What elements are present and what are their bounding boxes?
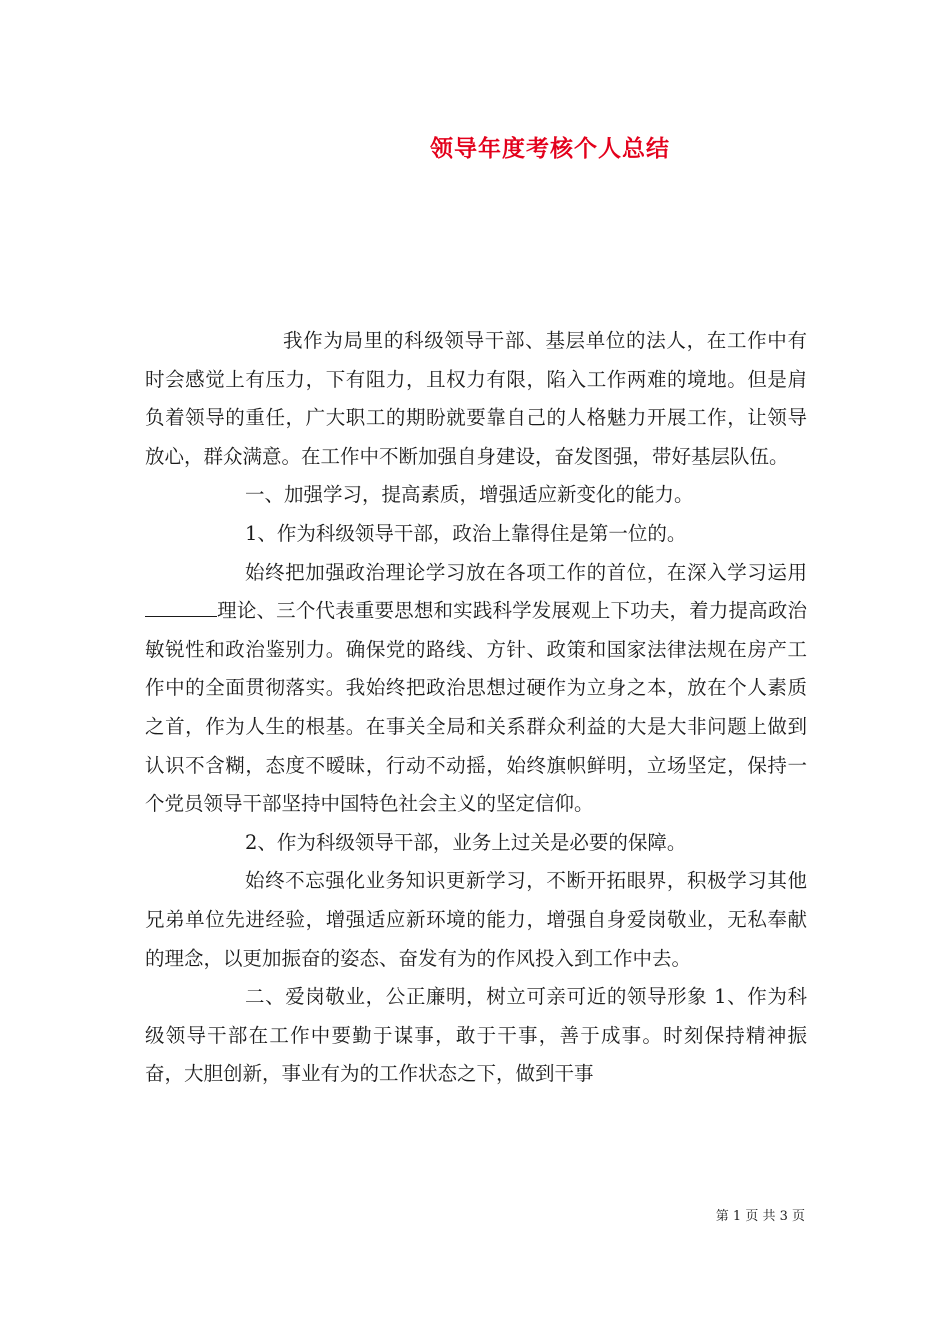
- paragraph-intro: 我作为局里的科级领导干部、基层单位的法人，在工作中有时会感觉上有压力，下有阻力，且权力有限，陷入工作两难的境地。但是肩负着领导的重任，广大职工的期盼就要靠自己的人格魅力开展工作，让领导放心，群众满意。在工作中不断加强自身建设，奋发图强，带好基层队伍。: [145, 329, 807, 468]
- paragraph-point-2: 始终不忘强化业务知识更新学习，不断开拓眼界，积极学习其他兄弟单位先进经验，增强适应新环境的能力，增强自身爱岗敬业，无私奉献的理念，以更加振奋的姿态、奋发有为的作风投入到工作中去。: [145, 869, 807, 970]
- point-1-text-start: 始终把加强政治理论学习放在各项工作的首位，在深入学习运用: [245, 560, 807, 584]
- point-heading-2: 2、作为科级领导干部，业务上过关是必要的保障。: [245, 830, 687, 854]
- fill-in-blank: [145, 598, 217, 617]
- point-heading-1: 1、作为科级领导干部，政治上靠得住是第一位的。: [245, 521, 687, 545]
- section-heading-1: 一、加强学习，提高素质，增强适应新变化的能力。: [245, 483, 694, 507]
- document-body: [145, 322, 807, 1094]
- page-number: 第 1 页 共 3 页: [715, 1209, 805, 1224]
- paragraph-point-1: [145, 554, 807, 824]
- section-heading-2: 二、爱岗敬业，公正廉明，树立可亲可近的领导形象 1、作为科级领导干部在工作中要勤于谋事，敢于干事，善于成事。时刻保持精神振奋，大胆创新，事业有为的工作状态之下，做到干事: [145, 985, 807, 1086]
- document-title: 领导年度考核个人总结: [430, 135, 670, 162]
- point-1-text-end: 理论、三个代表重要思想和实践科学发展观上下功夫，着力提高政治敏锐性和政治鉴别力。确保党的路线、方针、政策和国家法律法规在房产工作中的全面贯彻落实。我始终把政治思想过硬作为立身之本，放在个人素质之首，作为人生的根基。在事关全局和关系群众利益的大是大非问题上做到认识不含糊，态度不暧昧，行动不动摇，始终旗帜鲜明，立场坚定，保持一个党员领导干部坚持中国特色社会主义的坚定信仰。: [145, 599, 807, 816]
